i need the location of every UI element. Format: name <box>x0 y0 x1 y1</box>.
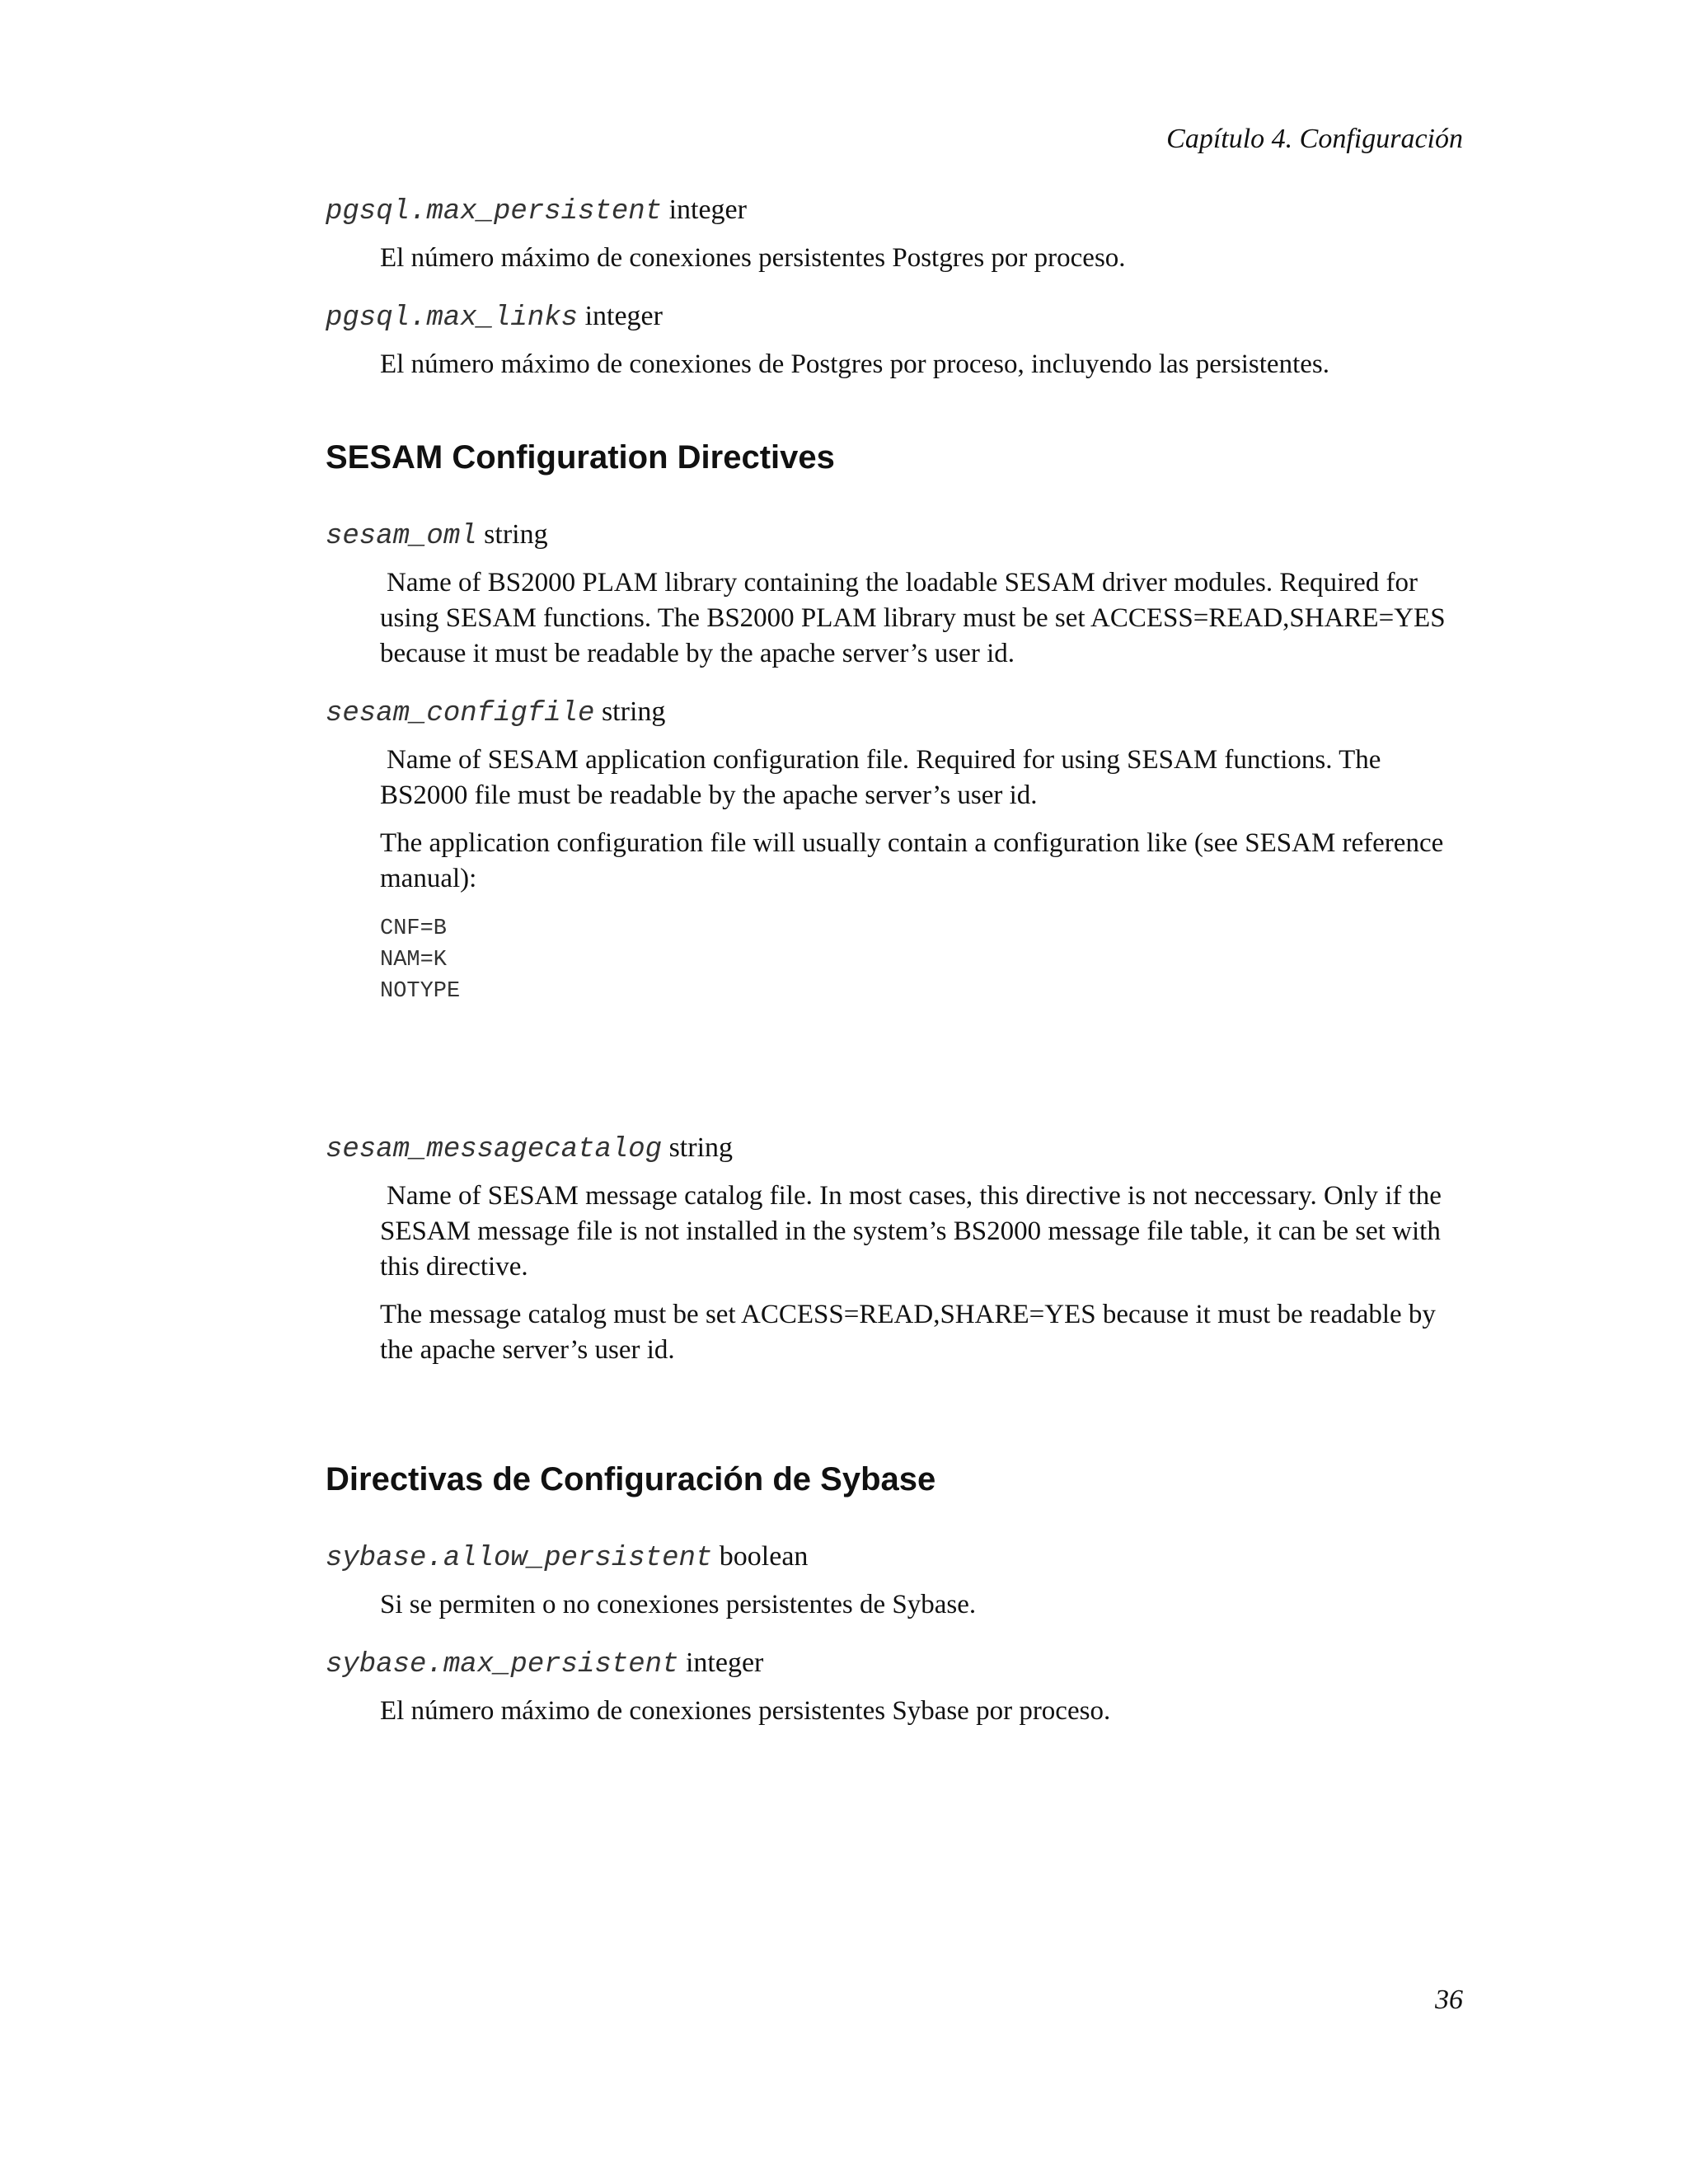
directive-name: pgsql.max_persistent <box>326 196 663 227</box>
directive-type: boolean <box>719 1541 809 1572</box>
directive-type: integer <box>685 1647 764 1678</box>
directive-description: Name of SESAM message catalog file. In most cases, this directive is not neccessary. Only if the SESAM message file is not installed in the system’s BS2000 message file table, it can be set with this directive. <box>380 1181 1442 1282</box>
page-content <box>326 191 1463 1750</box>
directive-description: El número máximo de conexiones de Postgres por proceso, incluyendo las persistentes. <box>380 349 1329 379</box>
directive-definition <box>380 565 1451 672</box>
directive-description: Si se permiten o no conexiones persistentes de Sybase. <box>380 1590 977 1619</box>
directive-name: sesam_messagecatalog <box>326 1134 663 1165</box>
directive-definition <box>380 743 1451 1007</box>
entry-sesam-oml <box>326 516 1463 672</box>
directive-name: pgsql.max_links <box>326 302 579 334</box>
directive-term <box>326 298 1463 337</box>
directive-term <box>326 516 1463 555</box>
directive-term <box>326 1644 1463 1684</box>
entry-sybase-allow-persistent <box>326 1538 1463 1623</box>
directive-type: integer <box>584 301 663 331</box>
section-heading-sesam: SESAM Configuration Directives <box>326 439 835 476</box>
directive-name: sybase.allow_persistent <box>326 1543 713 1574</box>
directive-description: Name of SESAM application configuration file. Required for using SESAM functions. The BS2000 file must be readable by the apache server’s user id. <box>380 745 1381 810</box>
entry-pgsql-max-links <box>326 298 1463 382</box>
directive-type: integer <box>668 194 747 225</box>
document-page <box>326 0 1463 2184</box>
section-heading-sybase: Directivas de Configuración de Sybase <box>326 1461 936 1497</box>
directive-name: sybase.max_persistent <box>326 1649 679 1680</box>
page-number: 36 <box>1435 1985 1463 2015</box>
config-code-block: CNF=B NAM=K NOTYPE <box>380 916 461 1004</box>
entry-sesam-messagecatalog <box>326 1129 1463 1368</box>
running-header: Capítulo 4. Configuración <box>1166 124 1463 154</box>
directive-term <box>326 693 1463 733</box>
directive-term <box>326 1538 1463 1577</box>
directive-definition <box>380 1694 1463 1729</box>
directive-definition <box>380 1587 1463 1623</box>
directive-name: sesam_oml <box>326 521 477 552</box>
entry-sesam-configfile <box>326 693 1463 1007</box>
directive-term <box>326 1129 1463 1169</box>
directive-description-extra: The message catalog must be set ACCESS=READ,SHARE=YES because it must be readable by the apache server’s user id. <box>380 1300 1436 1365</box>
directive-description: El número máximo de conexiones persistentes Sybase por proceso. <box>380 1696 1111 1726</box>
directive-name: sesam_configfile <box>326 698 595 729</box>
entry-pgsql-max-persistent <box>326 191 1463 276</box>
directive-description: El número máximo de conexiones persistentes Postgres por proceso. <box>380 243 1126 273</box>
directive-definition <box>380 347 1463 382</box>
directive-description-extra: The application configuration file will usually contain a configuration like (see SESAM reference manual): <box>380 828 1444 893</box>
directive-term <box>326 191 1463 231</box>
directive-definition <box>380 241 1463 276</box>
directive-type: string <box>484 519 548 550</box>
entry-sybase-max-persistent <box>326 1644 1463 1729</box>
directive-type: string <box>668 1132 734 1163</box>
directive-description: Name of BS2000 PLAM library containing the loadable SESAM driver modules. Required for using SESAM functions. The BS2000 PLAM library must be set ACCESS=READ,SHARE=YES because it must be readable by the apache server’s user id. <box>380 568 1446 668</box>
directive-definition <box>380 1179 1451 1368</box>
directive-type: string <box>601 696 666 727</box>
